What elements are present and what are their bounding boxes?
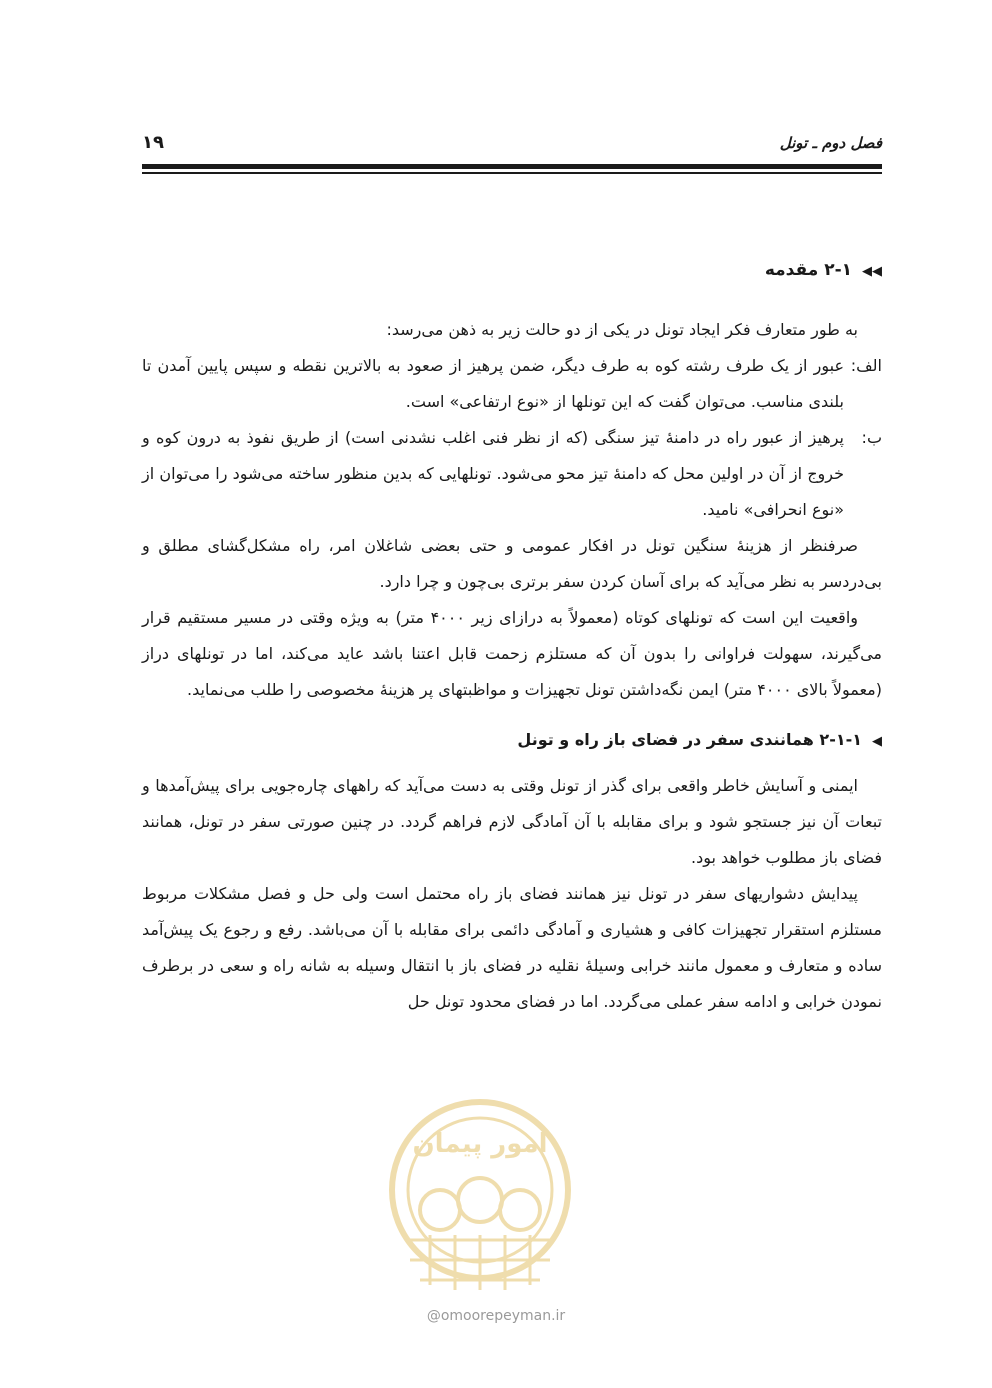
double-arrow-icon: ◀◀ xyxy=(862,264,882,279)
page-body xyxy=(142,252,882,1020)
list-item-text: پرهیز از عبور راه در دامنهٔ تیز سنگی (که از نظر فنی اغلب نشدنی است) از طریق نفوذ به درون کوه و خروج از آن در اولین محل که دامنهٔ تیز محو می‌شود. تونلهایی که بدین منظور ساخته می‌شود را می‌توان از «نوع انحرافی» نامید. xyxy=(142,428,844,519)
body-paragraph: صرفنظر از هزینهٔ سنگین تونل در افکار عمومی و حتی بعضی شاغلان امر، راه مشکل‌گشای مطلق و بی‌دردسر به نظر می‌آید که برای آسان کردن سفر برتری بی‌چون و چرا دارد. xyxy=(142,536,882,591)
header-rule-thick xyxy=(142,164,882,169)
header-rule-thin xyxy=(142,172,882,174)
list-item-label: الف: xyxy=(850,356,882,375)
chapter-title: فصل دوم ـ تونل xyxy=(779,134,882,152)
watermark-logo-text: امور پیمان xyxy=(412,1129,548,1159)
list-item-text: عبور از یک طرف رشته کوه به طرف دیگر، ضمن پرهیز از صعود به بالاترین نقطه و سپس پایین آمدن تا بلندی مناسب. می‌توان گفت که این تونلها از «نوع ارتفاعی» است. xyxy=(142,356,844,411)
body-paragraph: پیدایش دشواریهای سفر در تونل نیز همانند فضای باز راه محتمل است ولی حل و فصل مشکلات مربوط مستلزم استقرار تجهیزات کافی و هشیاری و آمادگی دائمی برای مقابله با آن می‌باشد. رفع و رجوع یک پیش‌آمد ساده و متعارف و معمول مانند خرابی وسیلهٔ نقلیه در فضای باز با انتقال وسیله به شانه راه و سعی در برطرف نمودن خرابی و ادامه سفر عملی می‌گردد. اما در فضای محدود تونل حل xyxy=(142,884,882,1011)
body-paragraph: واقعیت این است که تونلهای کوتاه (معمولاً به درازای زیر ۴۰۰۰ متر) به ویژه وقتی در مسیر مستقیم قرار می‌گیرند، سهولت فراوانی را بدون آن که مستلزم زحمت قابل اعتنا باشد عاید می‌کند، اما در تونلهای دراز (معمولاً بالای ۴۰۰۰ متر) ایمن نگه‌داشتن تونل تجهیزات و مواظبتهای پر هزینهٔ مخصوصی را طلب می‌نماید. xyxy=(142,608,882,699)
watermark-logo xyxy=(380,1090,580,1300)
page-number: ۱۹ xyxy=(142,132,164,153)
section-heading xyxy=(142,252,882,290)
subsection-title: ۲-۱-۱ همانندی سفر در فضای باز راه و تونل xyxy=(517,730,862,749)
list-item-b xyxy=(142,420,882,528)
intro-paragraph: به طور متعارف فکر ایجاد تونل در یکی از دو حالت زیر به ذهن می‌رسد: xyxy=(386,320,858,339)
page-header xyxy=(142,128,882,158)
section-title: ۲-۱ مقدمه xyxy=(764,260,852,280)
arrow-icon: ◀ xyxy=(872,734,882,749)
subsection-heading xyxy=(142,722,882,760)
list-item-a xyxy=(142,348,882,420)
body-paragraph: ایمنی و آسایش خاطر واقعی برای گذر از تونل وقتی به دست می‌آید که راههای چاره‌جویی برای پیش‌آمدها و تبعات آن نیز جستجو شود و برای مقابله با آن آمادگی لازم فراهم گردد. در چنین صورتی سفر در تونل، همانند فضای باز مطلوب خواهد بود. xyxy=(142,776,882,867)
list-item-label: ب: xyxy=(861,428,882,447)
watermark-url: @omoorepeyman.ir xyxy=(426,1308,566,1324)
